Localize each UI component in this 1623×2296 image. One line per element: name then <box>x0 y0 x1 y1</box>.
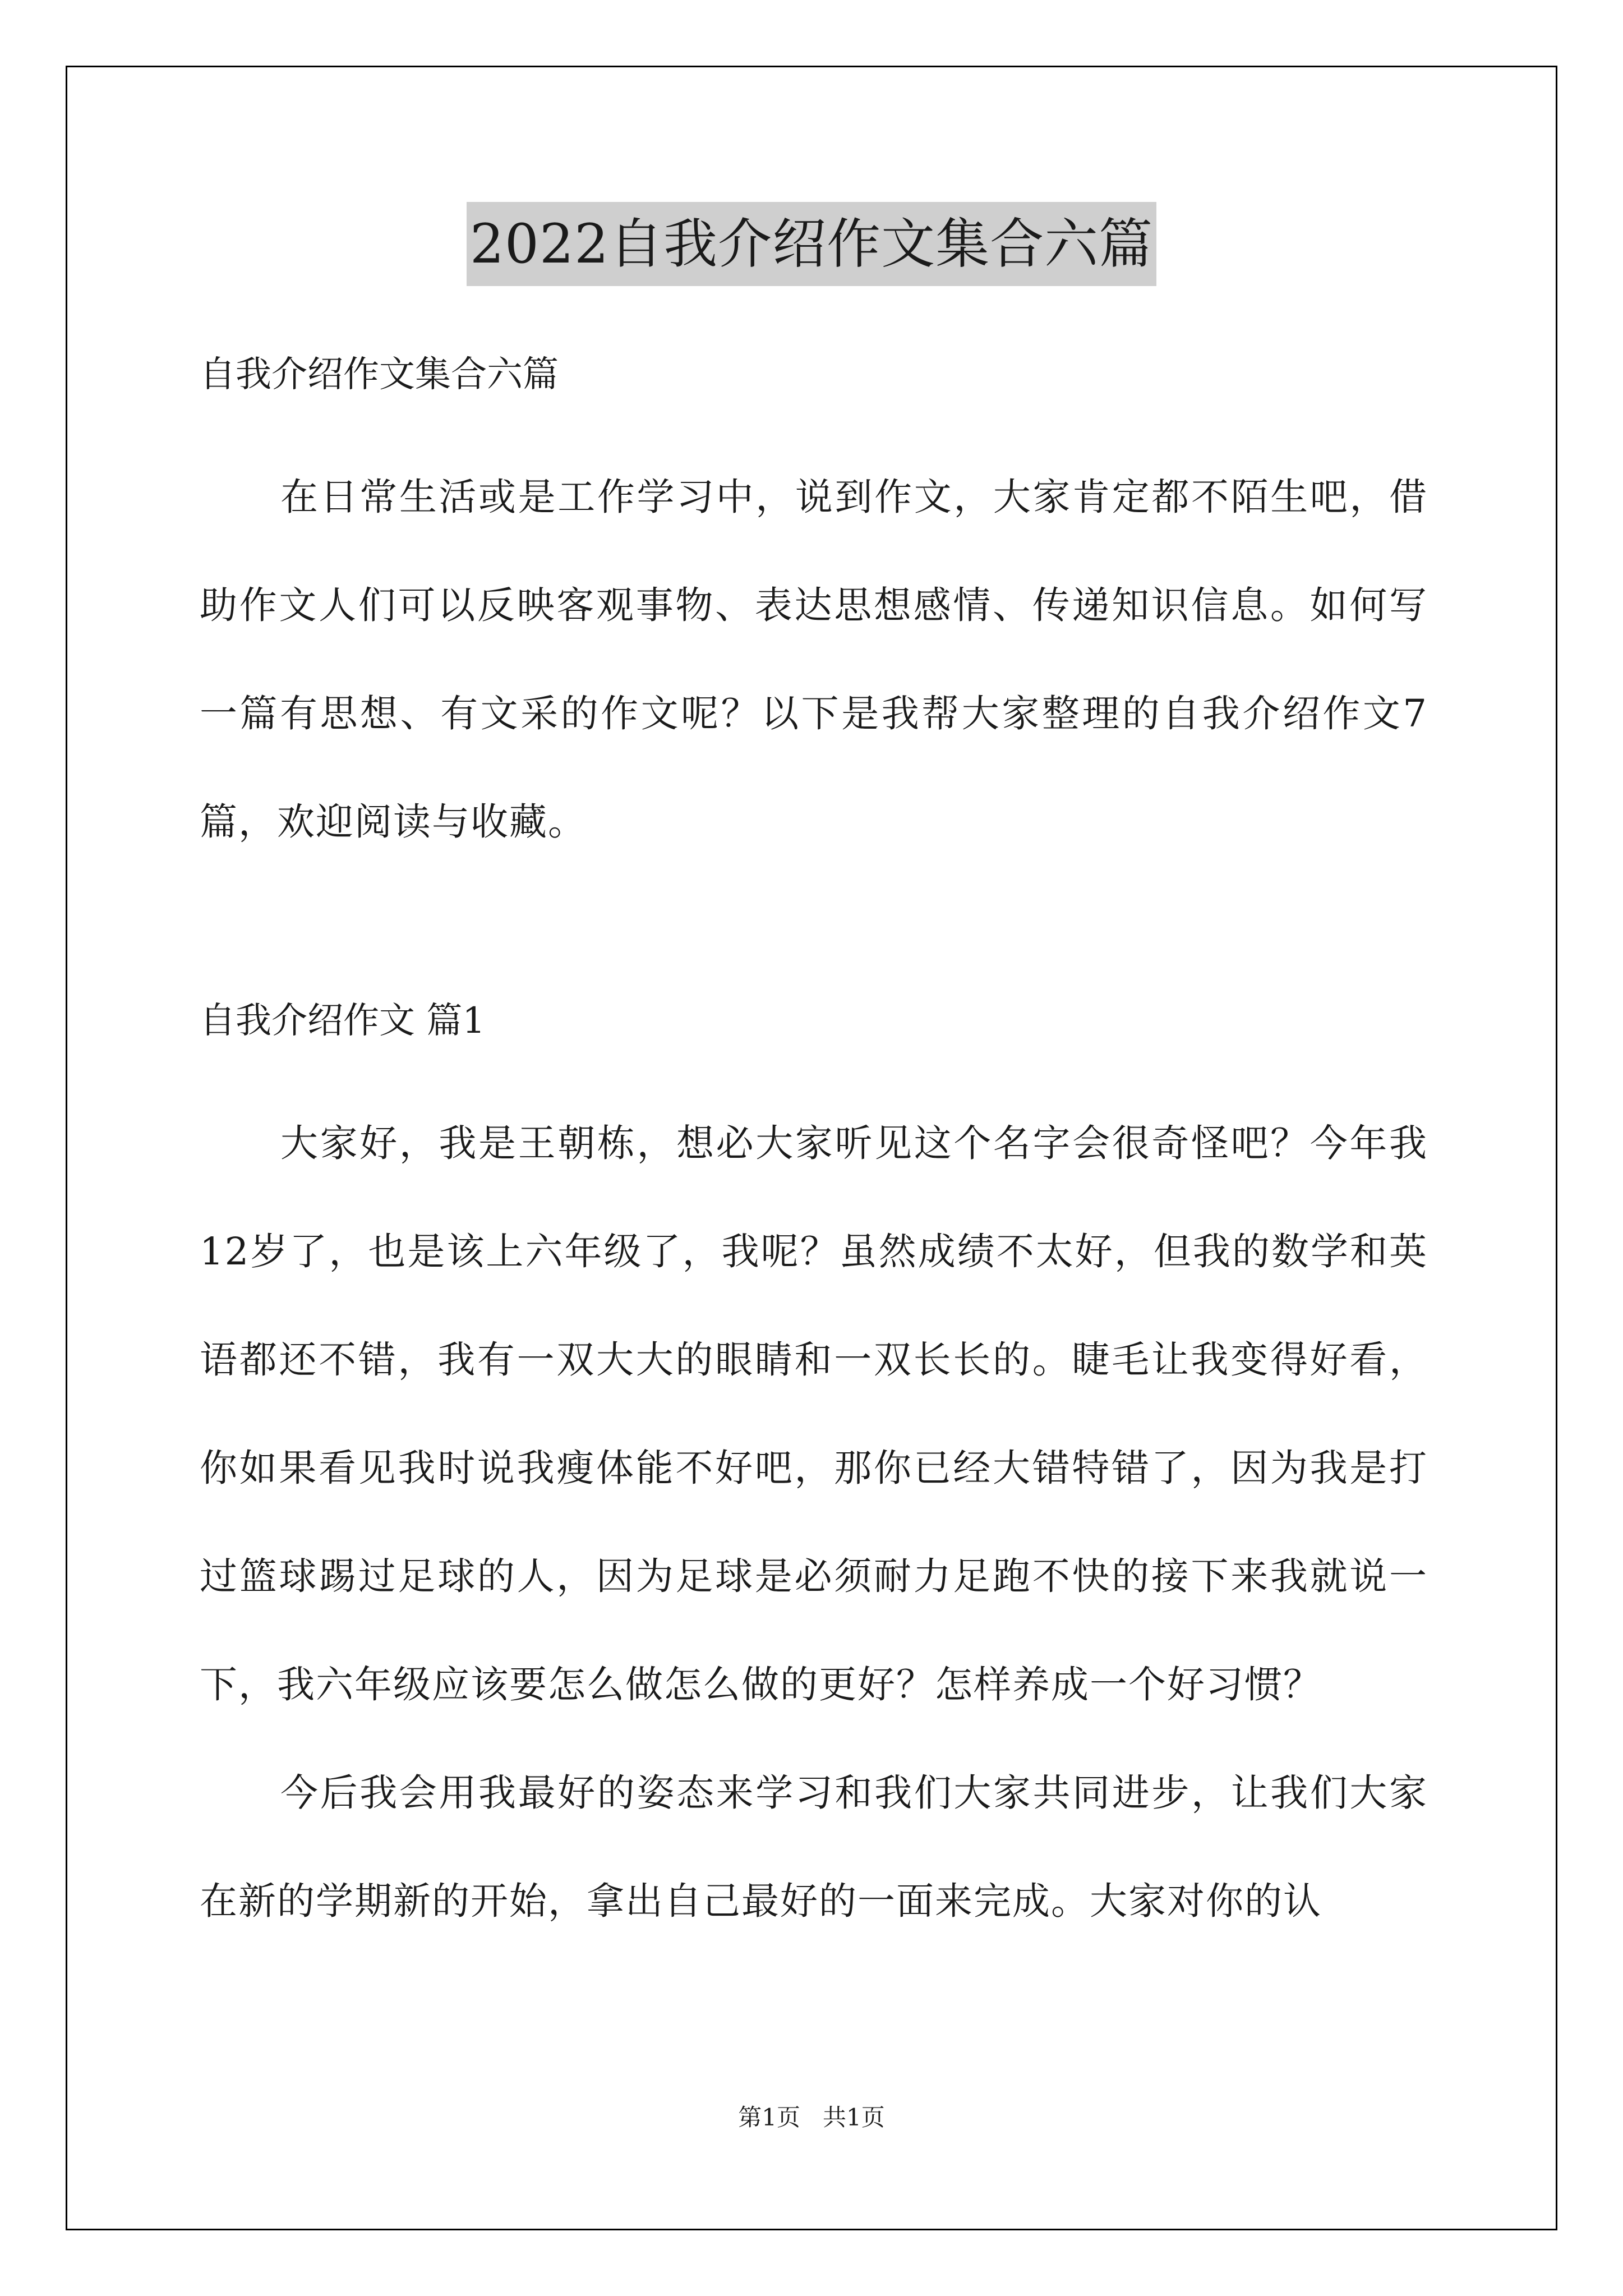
page-footer: 第1页 共1页 <box>738 2104 885 2131</box>
section-heading: 自我介绍作文 篇1 <box>200 1000 486 1042</box>
intro-paragraph: 在日常生活或是工作学习中，说到作文，大家肯定都不陌生吧，借助作文人们可以反映客观事物、表达思想感情、传递知识信息。如何写一篇有思想、有文采的作文呢？以下是我帮大家整理的自我介绍作文7篇，欢迎阅读与收藏。 <box>200 475 1428 844</box>
subtitle: 自我介绍作文集合六篇 <box>200 354 559 395</box>
document-title: 2022自我介绍作文集合六篇 <box>467 202 1156 286</box>
body-paragraph: 今后我会用我最好的姿态来学习和我们大家共同进步，让我们大家在新的学期新的开始，拿出自己最好的一面来完成。大家对你的认 <box>200 1771 1428 1923</box>
title-container <box>0 202 1623 286</box>
document-body <box>200 337 1428 1955</box>
body-paragraph: 大家好，我是王朝栋，想必大家听见这个名字会很奇怪吧？今年我12岁了，也是该上六年级了，我呢？虽然成绩不太好，但我的数学和英语都还不错，我有一双大大的眼睛和一双长长的。睫毛让我变得好看，你如果看见我时说我瘦体能不好吧，那你已经大错特错了，因为我是打过篮球踢过足球的人，因为足球是必须耐力足跑不快的接下来我就说一下，我六年级应该要怎么做怎么做的更好？怎样养成一个好习惯？ <box>200 1121 1428 1706</box>
